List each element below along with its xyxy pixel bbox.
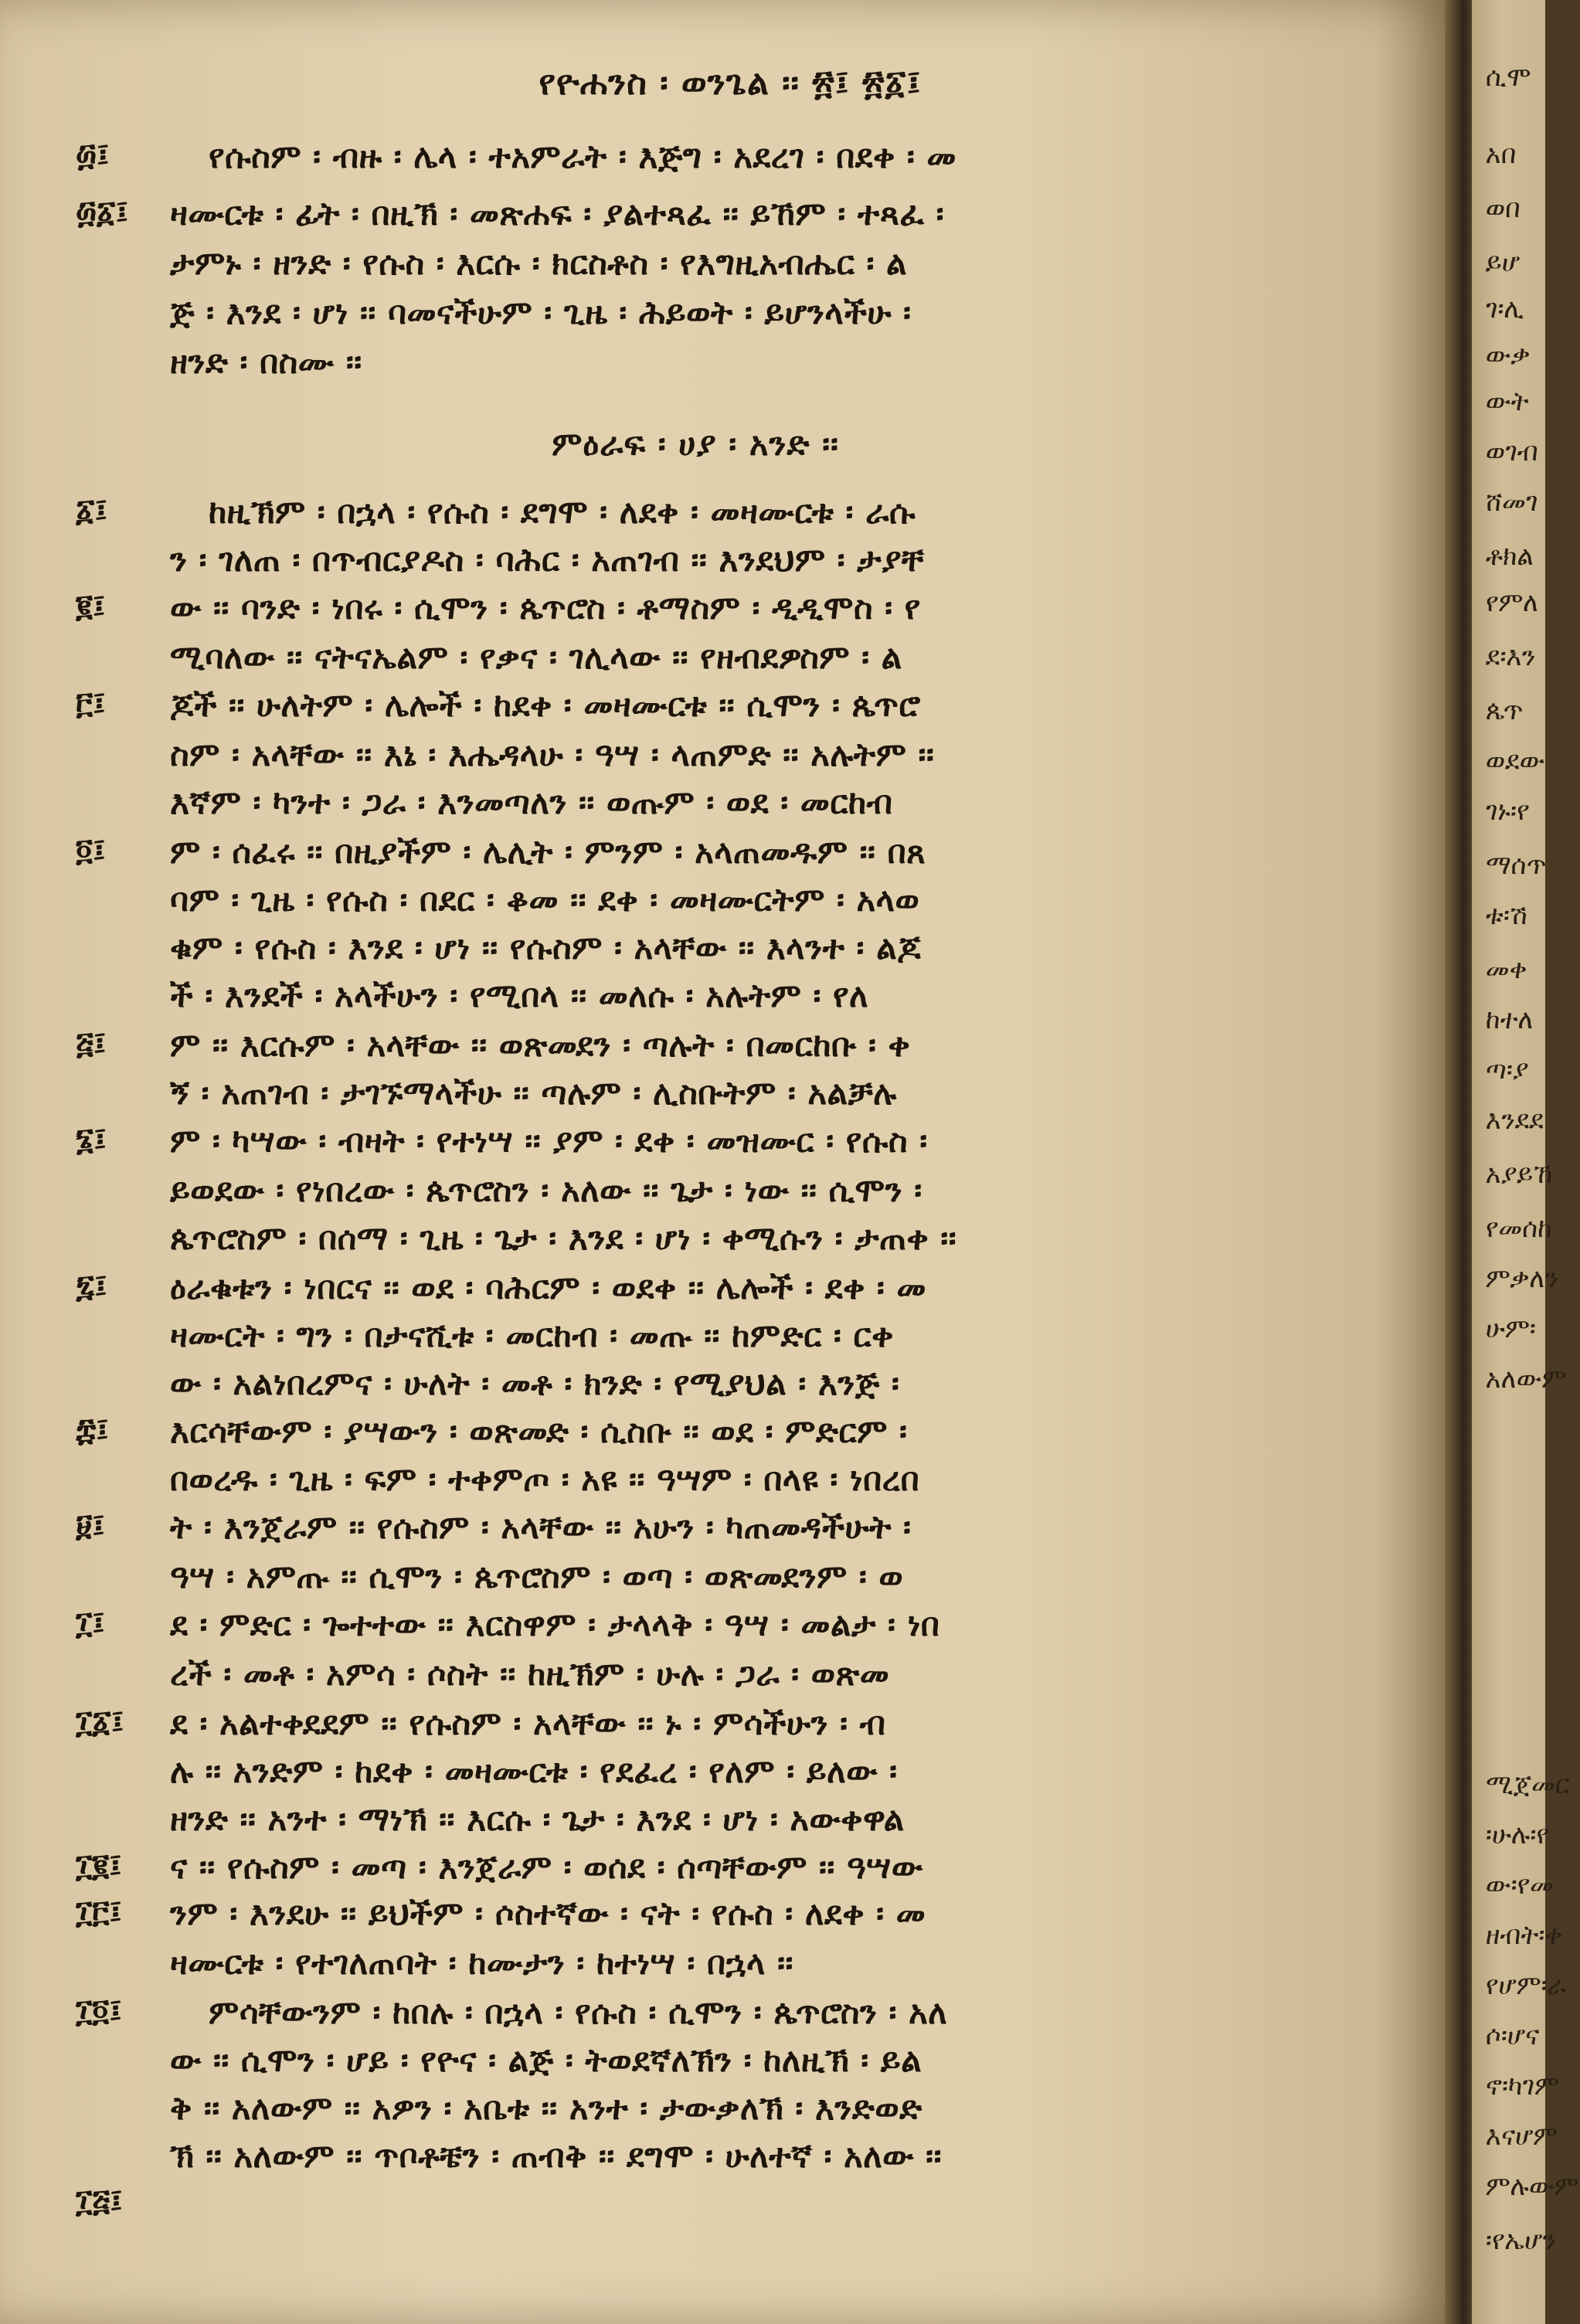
adjacent-page-fragment: ውት [1484, 386, 1530, 417]
verse-number: ፱፤ [76, 1508, 105, 1544]
verse-number: ፲፪፤ [76, 1848, 122, 1884]
text-line: ጅ ፡ እንደ ፡ ሆነ ፡፡ ባመናችሁም ፡ ጊዜ ፡ ሕይወት ፡ ይሆንላችሁ ፡ [170, 294, 912, 331]
text-line: ቁም ፡ የሱስ ፡ እንደ ፡ ሆነ ፡፡ የሱስም ፡ አላቸው ፡፡ እላንተ ፡ ልጆ [170, 929, 921, 967]
adjacent-page-fragment: ማሰጥ [1484, 850, 1548, 881]
text-line: ዛሙርቱ ፡ የተገለጠባት ፡ ከሙታን ፡ ከተነሣ ፡ በኋላ ፡፡ [170, 1944, 793, 1982]
text-line: ን ፡ ገለጠ ፡ በጥብርያዶስ ፡ ባሕር ፡ አጠገብ ፡፡ እንደህም ፡ ታያቸ [170, 541, 925, 579]
text-line: ይወደው ፡ የነበረው ፡ ጴጥሮስን ፡ አለው ፡፡ ጌታ ፡ ነው ፡፡ ሲሞን ፡ [170, 1171, 923, 1209]
adjacent-page-fragment: ዘብት፡ቀ [1484, 1920, 1564, 1951]
text-line: ዛሙርት ፡ ግን ፡ በታናሺቱ ፡ መርከብ ፡ መጡ ፡፡ ከምድር ፡ ርቀ [170, 1317, 894, 1354]
verse-number: ፰፤ [76, 1412, 109, 1448]
text-line: ጴጥሮስም ፡ በሰማ ፡ ጊዜ ፡ ጌታ ፡ እንደ ፡ ሆነ ፡ ቀሚሱን ፡ ታጠቀ ፡፡ [170, 1219, 957, 1257]
adjacent-page-fragment: ጣ፡ያ [1484, 1055, 1530, 1086]
adjacent-page-fragment: ከተለ [1484, 1004, 1534, 1035]
adjacent-page-fragment: ሚጀመር [1484, 1769, 1571, 1800]
adjacent-page-fragment: ሶ፡ሆና [1484, 2020, 1541, 2051]
text-line: ች ፡ እንደች ፡ አላችሁን ፡ የሚበላ ፡፡ መለሱ ፡ አሉትም ፡ የለ [170, 977, 869, 1014]
adjacent-page-fragment: እናሆም [1484, 2121, 1559, 2152]
text-line: ኽ ፡፡ አለውም ፡፡ ጥቦቶቼን ፡ ጠብቅ ፡፡ ደግሞ ፡ ሁለተኛ ፡ አለው ፡፡ [170, 2137, 942, 2175]
text-line: ምሳቸውንም ፡ ከበሉ ፡ በኋላ ፡ የሱስ ፡ ሲሞን ፡ ጴጥሮስን ፡ አለ [209, 1993, 948, 2031]
text-line: እርሳቸውም ፡ ያሣውን ፡ ወጽመድ ፡ ሲስቡ ፡፡ ወደ ፡ ምድርም ፡ [170, 1412, 908, 1450]
text-line: ም ፡ ካሣው ፡ ብዛት ፡ የተነሣ ፡፡ ያም ፡ ደቀ ፡ መዝሙር ፡ የሱስ ፡ [170, 1122, 928, 1160]
text-line: ዘንድ ፡፡ አንተ ፡ ማነኽ ፡፡ እርሱ ፡ ጌታ ፡ እንደ ፡ ሆነ ፡ አውቀዋል [170, 1800, 905, 1838]
text-line: ው ፡፡ ሲሞን ፡ ሆይ ፡ የዮና ፡ ልጅ ፡ ትወደኛለኽን ፡ ከለዚኽ ፡ ይል [170, 2041, 923, 2079]
verse-number: ፩፤ [76, 493, 108, 528]
verse-number: ፪፤ [76, 589, 106, 624]
verse-number: ፴፤ [76, 138, 110, 173]
verse-number: ፫፤ [76, 686, 106, 722]
adjacent-page-fragment: ወበ [1484, 193, 1521, 224]
adjacent-page-fragment: ው፡የመ [1484, 1870, 1555, 1901]
verse-number: ፲፭፤ [76, 2183, 123, 2219]
verse-number: ፲፫፤ [76, 1894, 122, 1930]
text-line: ረች ፡ መቶ ፡ አምሳ ፡ ሶስት ፡፡ ከዚኽም ፡ ሁሉ ፡ ጋራ ፡ ወጽመ [170, 1655, 890, 1693]
text-line: ዓሣ ፡ አምጡ ፡፡ ሲሞን ፡ ጴጥሮስም ፡ ወጣ ፡ ወጽመደንም ፡ ወ [170, 1558, 904, 1595]
text-line: ደ ፡ ምድር ፡ ጐተተው ፡፡ እርስዋም ፡ ታላላቅ ፡ ዓሣ ፡ መልታ ፡ ነበ [170, 1605, 940, 1643]
text-line: ደ ፡ አልተቀደደም ፡፡ የሱስም ፡ አላቸው ፡፡ ኑ ፡ ምሳችሁን ፡ ብ [170, 1704, 886, 1742]
adjacent-page-fragment: ይሆ [1484, 247, 1521, 278]
text-line: ት ፡ እንጀራም ፡፡ የሱስም ፡ አላቸው ፡፡ አሁን ፡ ካጠመዳችሁት ፡ [170, 1508, 912, 1546]
adjacent-page-fragment: ምሉውም [1484, 2171, 1580, 2202]
verse-number: ፲፩፤ [76, 1704, 124, 1740]
adjacent-page-fragment: ውቃ [1484, 340, 1531, 371]
adjacent-page-fragment: ምቃለን [1484, 1263, 1560, 1294]
text-line: ቅ ፡፡ አለውም ፡፡ አዎን ፡ አቤቱ ፡፡ አንተ ፡ ታውቃለኽ ፡ እንድወድ [170, 2089, 923, 2127]
book-gutter [1445, 0, 1476, 2324]
verse-number: ፭፤ [76, 1026, 107, 1062]
verse-number: ፯፤ [76, 1269, 107, 1304]
adjacent-page-fragment: ሁም፡ [1484, 1313, 1537, 1344]
verse-number: ፴፩፤ [76, 195, 129, 230]
text-line: ባም ፡ ጊዜ ፡ የሱስ ፡ በደር ፡ ቆመ ፡፡ ደቀ ፡ መዛሙርትም ፡ አላወ [170, 881, 920, 919]
text-line: ንም ፡ እንደሁ ፡፡ ይህችም ፡ ሶስተኛው ፡ ናት ፡ የሱስ ፡ ለደቀ ፡ መ [170, 1894, 926, 1932]
text-line: ው ፡፡ ባንድ ፡ ነበሩ ፡ ሲሞን ፡ ጴጥሮስ ፡ ቶማስም ፡ ዲዲሞስ ፡ የ [170, 589, 921, 627]
verse-number: ፲፤ [76, 1605, 105, 1641]
text-line: ስም ፡ አላቸው ፡፡ እኔ ፡ እሔዳላሁ ፡ ዓሣ ፡ ላጠምድ ፡፡ አሉትም ፡፡ [170, 736, 935, 773]
adjacent-page-fragment: ሸመገ [1484, 487, 1539, 518]
text-line: የሱስም ፡ ብዙ ፡ ሌላ ፡ ተአምራት ፡ እጅግ ፡ አደረገ ፡ በደቀ ፡ መ [209, 138, 956, 175]
text-line: ጆች ፡፡ ሁለትም ፡ ሌሎች ፡ ከደቀ ፡ መዛሙርቱ ፡፡ ሲሞን ፡ ጴጥሮ [170, 686, 921, 724]
adjacent-page-fragment: የመሰከ [1484, 1213, 1554, 1244]
adjacent-page-fragment: መቀ [1484, 954, 1528, 985]
adjacent-page-fragment: ወደው [1484, 746, 1546, 776]
adjacent-page-fragment: ጴጥ [1484, 695, 1524, 726]
adjacent-page-fragment: ፡የኤሆን [1484, 2225, 1558, 2256]
adjacent-page-fragment: እንደደ [1484, 1105, 1545, 1136]
adjacent-page-fragment: ፡ሁሉ፡የ [1484, 1819, 1551, 1850]
adjacent-page-fragment: ቱ፡ሽ [1484, 900, 1528, 931]
adjacent-page-fragment: ኖ፡ካገም [1484, 2071, 1560, 2101]
text-line: ዛሙርቱ ፡ ፊት ፡ በዚኽ ፡ መጽሐፍ ፡ ያልተጻፈ ፡፡ ይኸም ፡ ተጻፈ ፡ [170, 195, 945, 233]
text-line: ታምኑ ፡ ዘንድ ፡ የሱስ ፡ እርሱ ፡ ክርስቶስ ፡ የእግዚአብሔር ፡ ል [170, 244, 908, 282]
verse-number: ፬፤ [76, 833, 106, 868]
text-line: ዕራቁቱን ፡ ነበርና ፡፡ ወደ ፡ ባሕርም ፡ ወደቀ ፡፡ ሌሎች ፡ ደቀ ፡ መ [170, 1269, 926, 1306]
adjacent-page-fragment: የሆም፡ራ [1484, 1970, 1568, 2001]
verse-number: ፮፤ [76, 1122, 107, 1157]
text-line: በወረዱ ፡ ጊዜ ፡ ፍም ፡ ተቀምጦ ፡ አዩ ፡፡ ዓሣም ፡ በላዩ ፡ ነበረበ [170, 1460, 920, 1498]
text-line: ሚባለው ፡፡ ናትናኤልም ፡ የቃና ፡ ገሊላው ፡፡ የዘብደዎስም ፡ ል [170, 638, 902, 676]
adjacent-page-fragment: ገ፡ሊ [1484, 294, 1525, 324]
adjacent-page-fragment: የምለ [1484, 587, 1540, 618]
text-line: እኛም ፡ ካንተ ፡ ጋራ ፡ እንመጣለን ፡፡ ወጡም ፡ ወደ ፡ መርከብ [170, 783, 893, 821]
adjacent-page-fragment: አለውም [1484, 1364, 1568, 1395]
text-line: ኝ ፡ አጠገብ ፡ ታገኙማላችሁ ፡፡ ጣሉም ፡ ሊስቡትም ፡ አልቻሉ [170, 1074, 897, 1112]
adjacent-page-fragment: አያይኸ [1484, 1159, 1554, 1190]
verse-number: ፲፬፤ [76, 1993, 122, 2029]
adjacent-page-fragment: ሲሞ [1484, 62, 1532, 93]
adjacent-page-fragment: ቶክል [1484, 541, 1535, 572]
chapter-title: ምዕራፍ ፡ ሀያ ፡ አንድ ፡፡ [552, 425, 839, 463]
text-line: ም ፡፡ እርሱም ፡ አላቸው ፡፡ ወጽመደን ፡ ጣሉት ፡ በመርከቡ ፡ ቀ [170, 1026, 911, 1064]
adjacent-page-fragment: ወገብ [1484, 437, 1539, 467]
text-line: ና ፡፡ የሱስም ፡ መጣ ፡ እንጀራም ፡ ወሰደ ፡ ሰጣቸውም ፡፡ ዓሣው [170, 1848, 923, 1886]
adjacent-page [1472, 0, 1580, 2324]
text-line: ው ፡ አልነበረምና ፡ ሁለት ፡ መቶ ፡ ክንድ ፡ የሚያህል ፡ እንጅ ፡ [170, 1364, 900, 1402]
text-line: ዘንድ ፡ በስሙ ፡፡ [170, 343, 362, 381]
adjacent-page-fragment: ገኑ፡የ [1484, 796, 1531, 827]
text-line: ከዚኽም ፡ በኋላ ፡ የሱስ ፡ ደግሞ ፡ ለደቀ ፡ መዛሙርቱ ፡ ራሱ [209, 493, 916, 531]
adjacent-page-fragment: አበ [1484, 139, 1517, 170]
running-head: የዮሐንስ ፡ ወንጌል ፡፡ ፳፤ ፳፩፤ [539, 63, 922, 103]
text-line: ም ፡ ሰፈሩ ፡፡ በዚያችም ፡ ሌሊት ፡ ምንም ፡ አላጠመዱም ፡፡ በጸ [170, 833, 926, 871]
text-line: ሉ ፡፡ አንድም ፡ ከደቀ ፡ መዛሙርቱ ፡ የደፈረ ፡ የለም ፡ ይለው ፡ [170, 1752, 898, 1790]
adjacent-page-fragment: ደ፡እን [1484, 641, 1537, 672]
